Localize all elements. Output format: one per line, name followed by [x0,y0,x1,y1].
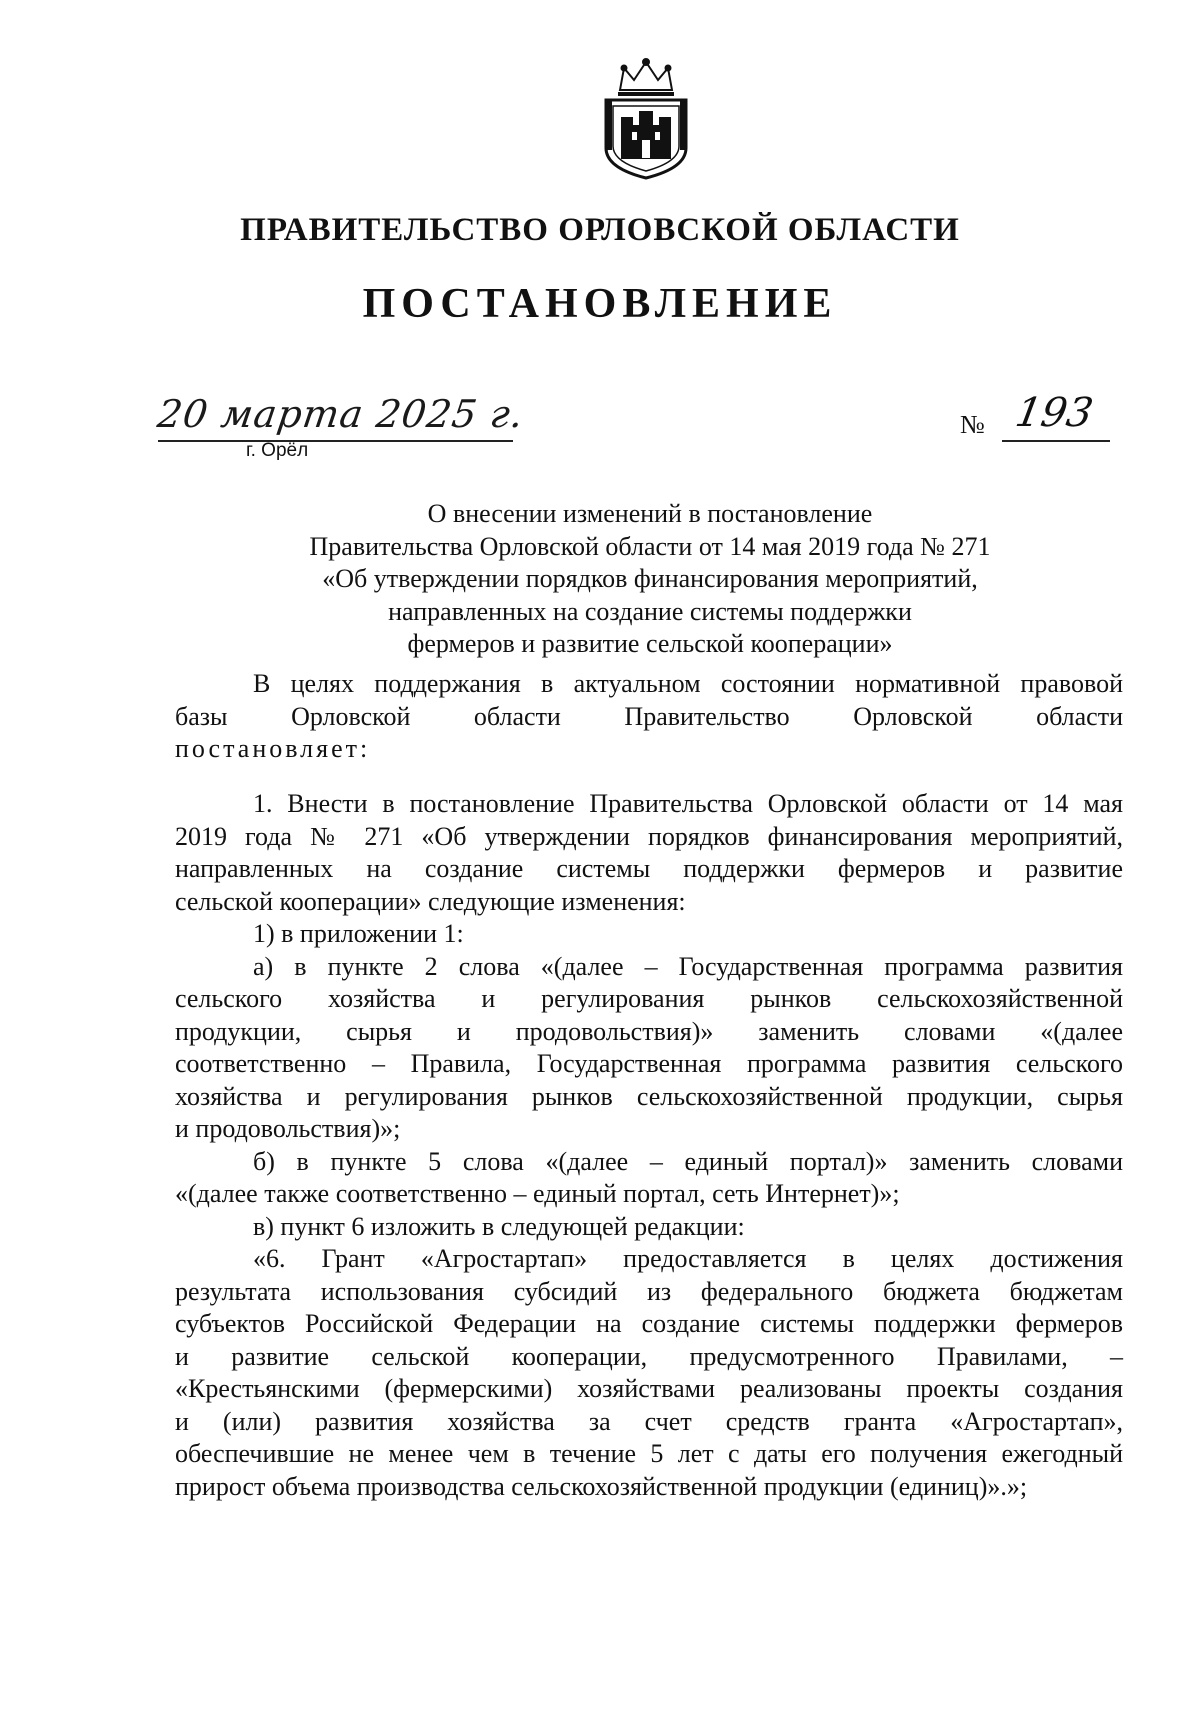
city-label: г. Орёл [246,440,309,461]
subject-line: О внесении изменений в постановление [427,499,873,528]
quote6-line: «Крестьянскими (фермерскими) хозяйствами реализованы проекты создания [175,1374,1123,1403]
document-subject [200,498,1100,661]
date-underline [158,440,513,442]
number-underline [1002,440,1110,442]
number-label: № [960,410,985,439]
item1-line: направленных на создание системы поддержки фермеров и развитие [175,854,1123,883]
preamble-line: В целях поддержания в актуальном состоянии нормативной правовой [253,669,1123,698]
subitem-a-line: а) в пункте 2 слова «(далее – Государственная программа развития [253,951,1123,981]
quote6-line: результата использования субсидий из федерального бюджета бюджетам [175,1276,1123,1306]
quote6-line: «6. Грант «Агростартап» предоставляется в целях достижения [253,1244,1123,1273]
subject-line: Правительства Орловской области от 14 мая 2019 года № 271 [309,531,991,561]
item1-line: 2019 года № 271 «Об утверждении порядков финансирования мероприятий, [175,821,1123,851]
preamble [175,668,1123,766]
preamble-line: базы Орловской области Правительство Орловской области [175,701,1123,731]
subitem-1: 1) в приложении 1: [253,919,464,948]
handwritten-number: 193 [1011,390,1097,436]
subitem-a-line: сельского хозяйства и регулирования рынков сельскохозяйственной [175,984,1123,1013]
subject-line: направленных на создание системы поддержки [388,596,912,626]
subitem-b-line: б) в пункте 5 слова «(далее – единый портал)» заменить словами [253,1146,1123,1176]
subitem-a-line: соответственно – Правила, Государственная программа развития сельского [175,1049,1123,1078]
subitem-a-line: хозяйства и регулирования рынков сельскохозяйственной продукции, сырья [175,1081,1123,1111]
item1-line: 1. Внести в постановление Правительства Орловской области от 14 мая [253,789,1123,818]
quote6-line: и (или) развития хозяйства за счет средств гранта «Агростартап», [175,1406,1123,1436]
quote6-line: прирост объема производства сельскохозяйственной продукции (единиц)».»; [175,1471,1028,1501]
item1-line: сельской кооперации» следующие изменения: [175,886,686,916]
subitem-v: в) пункт 6 изложить в следующей редакции: [253,1211,745,1241]
subject-line: фермеров и развитие сельской кооперации» [407,629,893,658]
handwritten-date: 20 марта 2025 г. [154,392,527,436]
resolves-word: постановляет: [175,734,371,763]
quote6-line: обеспечившие не менее чем в течение 5 лет с даты его получения ежегодный [175,1439,1123,1468]
organization-title: ПРАВИТЕЛЬСТВО ОРЛОВСКОЙ ОБЛАСТИ [240,212,960,248]
document-type: ПОСТАНОВЛЕНИЕ [362,281,838,327]
quote6-line: и развитие сельской кооперации, предусмотренного Правилами, – [175,1341,1123,1371]
item-1 [175,788,1123,1503]
subitem-b-line: «(далее также соответственно – единый портал, сеть Интернет)»; [175,1179,900,1208]
coat-of-arms-icon [598,56,694,180]
subitem-a-line: и продовольствия)»; [175,1114,401,1143]
subject-line: «Об утверждении порядков финансирования мероприятий, [322,564,978,593]
subitem-a-line: продукции, сырья и продовольствия)» заменить словами «(далее [175,1016,1123,1046]
quote6-line: субъектов Российской Федерации на создание системы поддержки фермеров [175,1309,1123,1338]
